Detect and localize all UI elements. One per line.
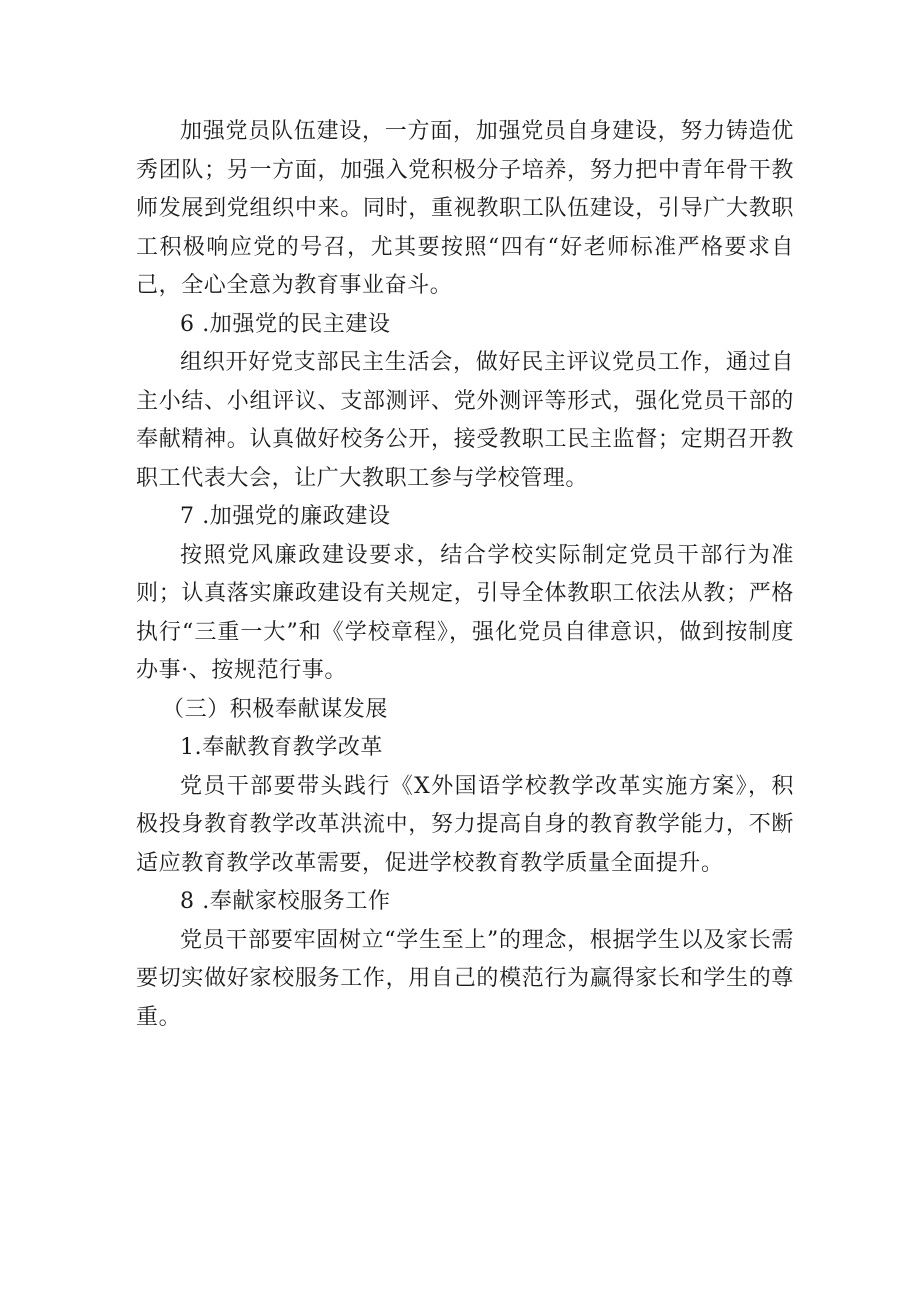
document-body xyxy=(136,113,794,1037)
heading-democratic-building: 6 .加强党的民主建设 xyxy=(180,311,391,337)
paragraph-team-building: 加强党员队伍建设，一方面，加强党员自身建设，努力铸造优秀团队；另一方面，加强入党积极分子培养，努力把中青年骨干教师发展到党组织中来。同时，重视教职工队伍建设，引导广大教职工积极响应党的号召，尤其要按照“四有“好老师标准严格要求自己，全心全意为教育事业奋斗。 xyxy=(136,119,794,298)
heading-integrity-building: 7 .加强党的廉政建设 xyxy=(180,504,391,529)
paragraph-home-school-service: 党员干部要牢固树立“学生至上”的理念，根据学生以及家长需要切实做好家校服务工作，用自己的模范行为赢得家长和学生的尊重。 xyxy=(136,927,794,1030)
paragraph-democratic-building: 组织开好党支部民主生活会，做好民主评议党员工作，通过自主小结、小组评议、支部测评、党外测评等形式，强化党员干部的奉献精神。认真做好校务公开，接受教职工民主监督；定期召开教职工代表大会，让广大教职工参与学校管理。 xyxy=(136,350,794,491)
paragraph-teaching-reform: 党员干部要带头践行《X外国语学校教学改革实施方案》，积极投身教育教学改革洪流中，努力提高自身的教育教学能力，不断适应教育教学改革需要，促进学校教育教学质量全面提升。 xyxy=(136,773,794,876)
heading-teaching-reform: 1.奉献教育教学改革 xyxy=(180,735,383,760)
section-heading-dedication: （三）积极奉献谋发展 xyxy=(162,696,389,722)
paragraph-integrity-building: 按照党风廉政建设要求，结合学校实际制定党员干部行为准则；认真落实廉政建设有关规定，引导全体教职工依法从教；严格执行“三重一大”和《学校章程》，强化党员自律意识，做到按制度办事·、按规范行事。 xyxy=(136,542,794,683)
heading-home-school-service: 8 .奉献家校服务工作 xyxy=(180,889,391,914)
